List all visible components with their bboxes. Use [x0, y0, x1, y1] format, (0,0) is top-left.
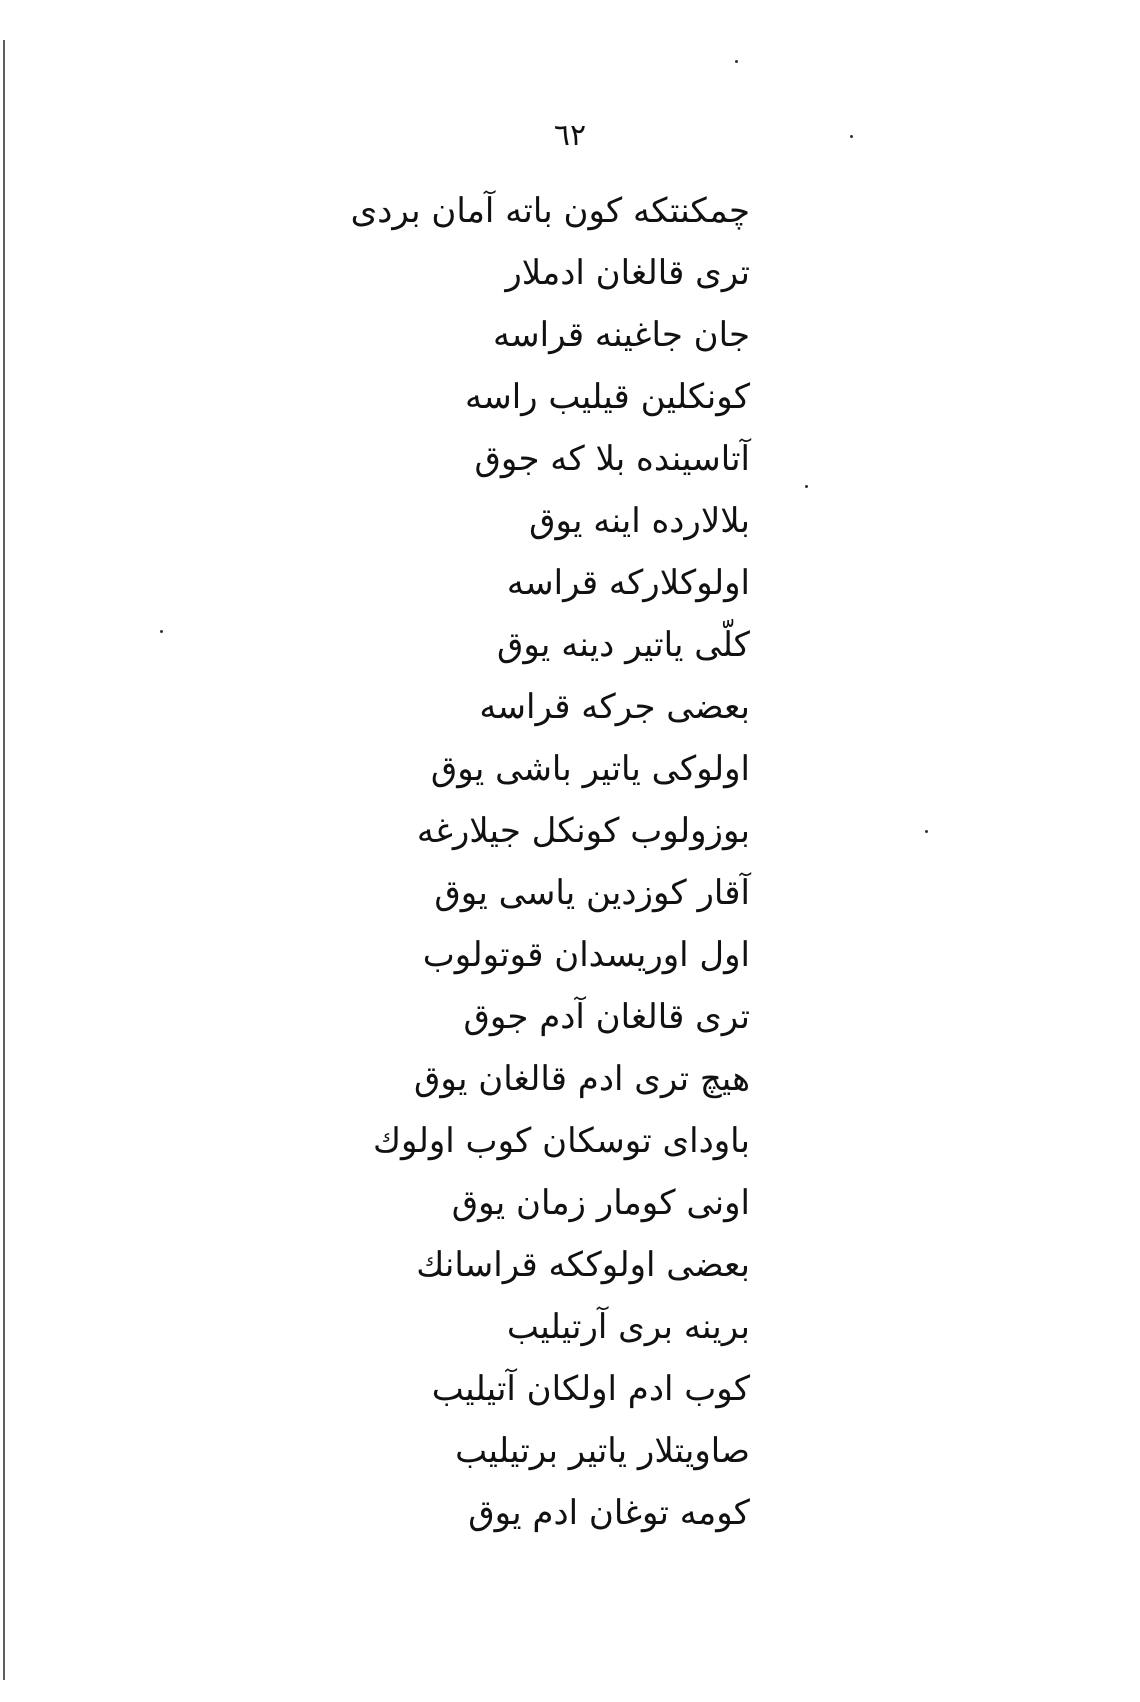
poem-line: آقار کوزدین یاسی یوق [434, 873, 750, 913]
page-number: ٦٢ [553, 118, 587, 153]
poem-line: تری قالغان آدم جوق [463, 997, 750, 1037]
poem-line: آتاسینده بلا که جوق [474, 439, 750, 479]
poem-text [290, 180, 750, 1544]
poem-line: هیچ تری ادم قالغان یوق [414, 1059, 750, 1099]
paper-speck [805, 485, 808, 488]
poem-line: باودای توسکان کوب اولوك [372, 1121, 750, 1161]
page-left-edge [3, 40, 5, 1680]
paper-speck [735, 60, 738, 63]
poem-line: بلالارده اینه یوق [529, 501, 750, 541]
poem-line: کومه توغان ادم یوق [468, 1493, 750, 1533]
poem-line: کوب ادم اولکان آتیلیب [431, 1369, 750, 1409]
poem-line: بعضی اولوککه قراسانك [416, 1245, 750, 1285]
poem-line: کونکلین قیلیب راسه [465, 377, 750, 417]
paper-speck [160, 630, 163, 633]
poem-line: اونی کومار زمان یوق [451, 1183, 750, 1223]
poem-line: اولوکلارکه قراسه [506, 563, 750, 603]
poem-line: بوزولوب کونکل جیلارغه [416, 811, 750, 851]
paper-speck [850, 135, 853, 138]
poem-line: صاویتلار یاتیر برتیلیب [455, 1431, 750, 1471]
poem-line: اول اوریسدان قوتولوب [422, 935, 750, 975]
poem-line: اولوکی یاتیر باشی یوق [430, 749, 750, 789]
poem-line: تری قالغان ادملار [505, 253, 750, 293]
poem-line: کلّی یاتیر دینه یوق [496, 625, 750, 665]
poem-line: چمکنتکه کون باته آمان بردی [350, 191, 750, 231]
poem-line: بعضی جرکه قراسه [479, 687, 750, 727]
poem-line: جان جاغینه قراسه [492, 315, 750, 355]
poem-line: برینه بری آرتیلیب [506, 1307, 750, 1347]
paper-speck [925, 830, 928, 833]
